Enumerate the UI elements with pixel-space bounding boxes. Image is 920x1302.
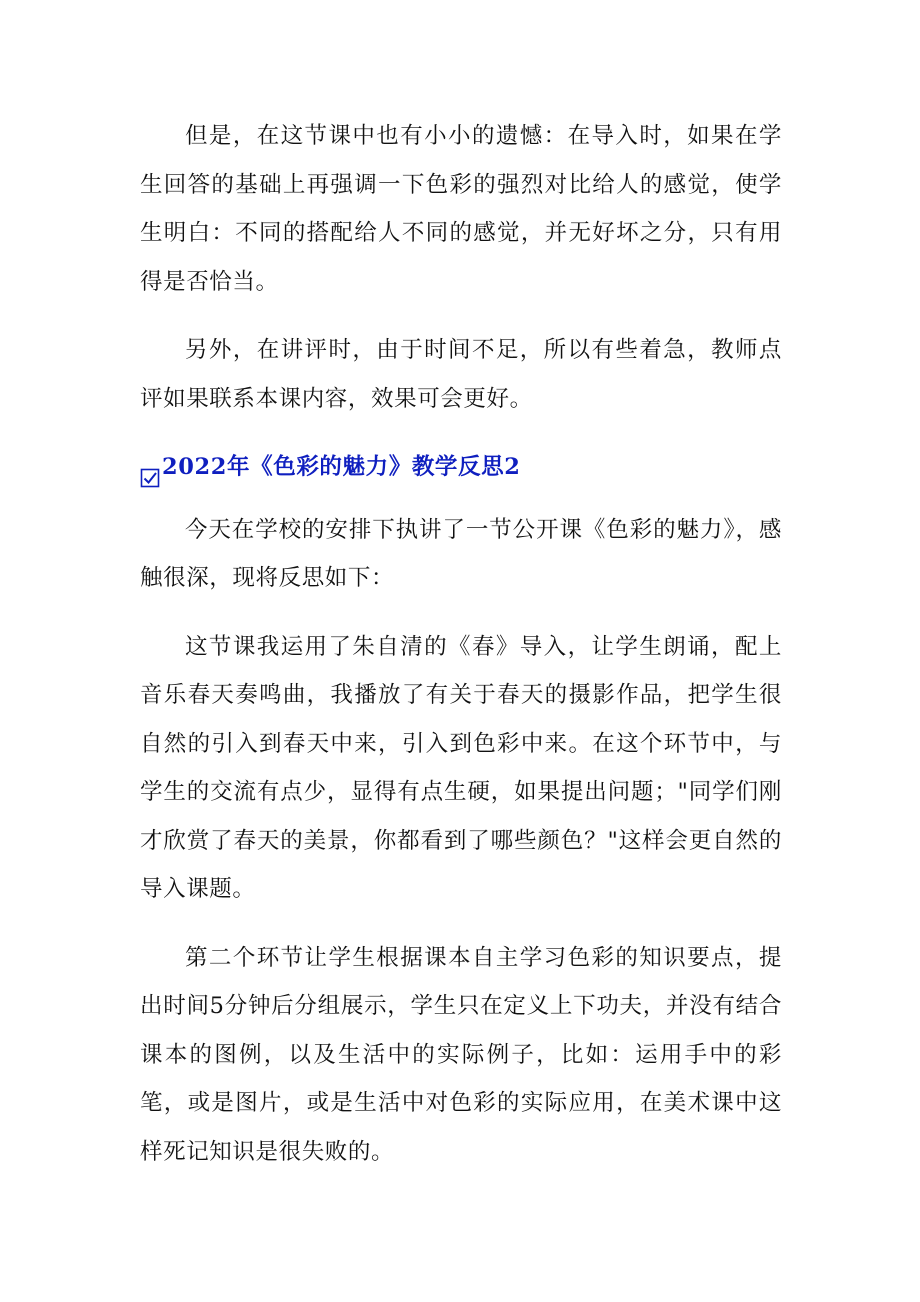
paragraph-review: 另外，在讲评时，由于时间不足，所以有些着急，教师点评如果联系本课内容，效果可会更好。	[140, 337, 782, 412]
paragraph-gap	[140, 306, 782, 326]
document-page	[140, 112, 782, 1176]
paragraph-gap	[140, 423, 782, 443]
paragraph-gap	[140, 914, 782, 934]
paragraph-gap	[140, 603, 782, 623]
paragraph-intro: 今天在学校的安排下执讲了一节公开课《色彩的魅力》，感触很深，现将反思如下：	[140, 516, 782, 591]
paragraph-second-stage: 第二个环节让学生根据课本自主学习色彩的知识要点，提出时间5分钟后分组展示，学生只在定义上下功夫，并没有结合课本的图例，以及生活中的实际例子，比如：运用手中的彩笔，或是图片，或是生活中对色彩的实际应用，在美术课中这样死记知识是很失败的。	[140, 944, 782, 1165]
paragraph-gap	[140, 492, 782, 506]
section-title: 2022年《色彩的魅力》教学反思2	[162, 454, 521, 480]
section-heading	[140, 443, 782, 492]
paragraph-regret: 但是，在这节课中也有小小的遗憾：在导入时，如果在学生回答的基础上再强调一下色彩的强烈对比给人的感觉，使学生明白：不同的搭配给人不同的感觉，并无好坏之分，只有用得是否恰当。	[140, 123, 782, 295]
paragraph-lead-in: 这节课我运用了朱自清的《春》导入，让学生朗诵，配上音乐春天奏鸣曲，我播放了有关于春天的摄影作品，把学生很自然的引入到春天中来，引入到色彩中来。在这个环节中，与学生的交流有点少，显得有点生硬，如果提出问题；"同学们刚才欣赏了春天的美景，你都看到了哪些颜色？"这样会更自然的导入课题。	[140, 633, 782, 902]
checkbox-checked-icon	[140, 457, 160, 477]
